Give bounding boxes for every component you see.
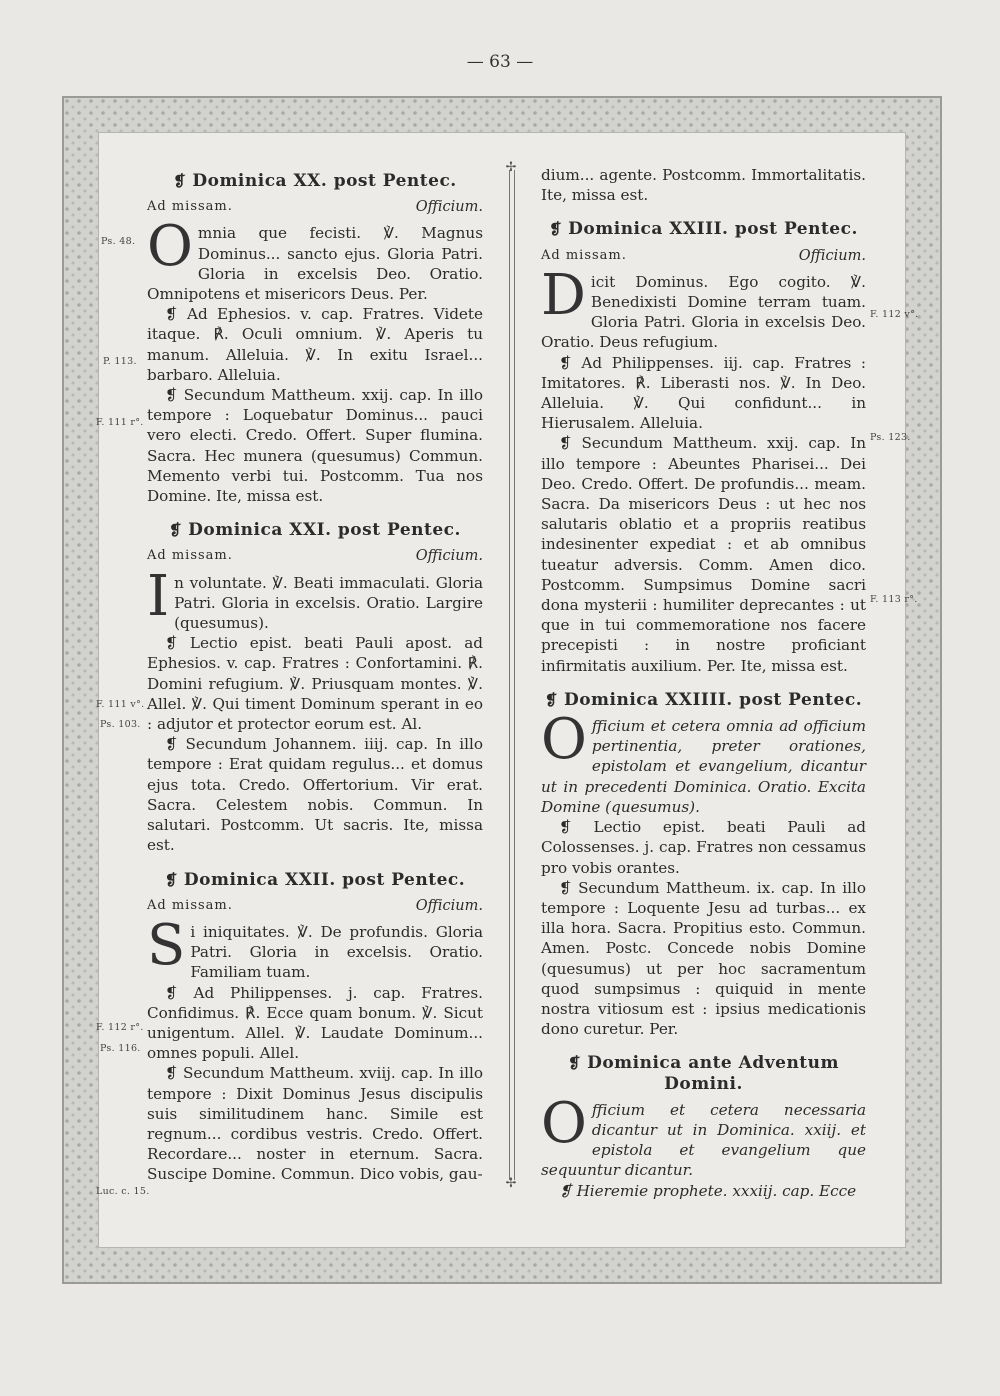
margin-note: F. 111 v°.: [96, 699, 145, 710]
paragraph: ❡ Lectio epist. beati Pauli ad Colossenses. j. cap. Fratres non cessamus pro vobis orantes.: [541, 818, 867, 877]
margin-note: Ps. 116.: [100, 1043, 141, 1054]
divider-bottom-ornament: ✢: [505, 1176, 517, 1191]
divider-top-ornament: ✢: [505, 160, 517, 175]
pilcrow-icon: ❡: [169, 521, 183, 540]
paragraph: Omnia que fecisti. ℣. Magnus Dominus... sancto ejus. Gloria Patri. Gloria in excelsis Deo. Oratio. Omnipotens et misericors Deus. Per.: [147, 214, 483, 304]
drop-cap: O: [147, 214, 193, 280]
mass-subheading: Ad missam. Officium.: [147, 897, 483, 914]
mass-subheading: Ad missam. Officium.: [147, 548, 483, 565]
section-heading: ❡ Dominica XXIII. post Pentec.: [549, 219, 858, 240]
pilcrow-icon: ❡: [559, 1181, 572, 1200]
pilcrow-icon: ❡: [165, 386, 178, 405]
mass-subheading: Ad missam. Officium.: [541, 247, 866, 264]
paragraph: Dicit Dominus. Ego cogito. ℣. Benedixisti Domine terram tuam. Gloria Patri. Gloria in excelsis Deo. Oratio. Deus refugium.: [541, 262, 866, 352]
pilcrow-icon: ❡: [568, 1054, 582, 1073]
paragraph: ❡ Secundum Mattheum. xxij. cap. In illo tempore : Abeuntes Pharisei... Dei Deo. Credo. Offert. De profundis... meam. Sacra. Da misericors Deus : ut hec nos salutaris oblatio et a propriis reatibus indesinenter expediat : et ab omnibus tueatur adversis. Comm. Amen dico. Postcomm. Sumpsimus Domine sacri dona mysterii : humiliter deprecantes : ut que in tui commemoratione nos facere precepisti : in nostre proficiant infirmitatis auxilium. Per. Ite, missa est.: [541, 434, 866, 675]
paragraph: In voluntate. ℣. Beati immaculati. Gloria Patri. Gloria in excelsis. Oratio. Largire (quesumus).: [147, 563, 483, 633]
paragraph: Si iniquitates. ℣. De profundis. Gloria Patri. Gloria in excelsis. Oratio. Familiam tuam.: [147, 912, 483, 982]
pilcrow-icon: ❡: [559, 818, 572, 837]
paragraph: ❡ Ad Philippenses. j. cap. Fratres. Confidimus. ℟. Ecce quam bonum. ℣. Sicut unigentum. Allel. ℣. Laudate Dominum... omnes populi. Allel.: [147, 983, 483, 1063]
mass-subheading: Ad missam. Officium.: [147, 199, 483, 216]
section-heading: ❡ Dominica XXI. post Pentec.: [169, 520, 461, 541]
section-heading: ❡ Dominica XXIIII. post Pentec.: [544, 689, 863, 710]
right-column: [541, 165, 866, 1201]
pilcrow-icon: ❡: [559, 878, 572, 897]
paragraph: Officium et cetera omnia ad officium pertinentia, preter orationes, epistolam et evangelium, dicantur ut in precedenti Dominica. Oratio. Excita Domine (quesumus).: [541, 707, 866, 816]
margin-note: F. 112 v°.: [870, 309, 919, 320]
pilcrow-icon: ❡: [165, 634, 178, 653]
pilcrow-icon: ❡: [165, 1064, 178, 1083]
left-column: [147, 165, 483, 1185]
margin-note: F. 112 r°.: [96, 1022, 144, 1033]
margin-note: Ps. 48.: [101, 236, 136, 247]
pilcrow-icon: ❡: [559, 353, 572, 372]
section-heading: ❡ Dominica ante Adventum Domini.: [568, 1053, 839, 1094]
pilcrow-icon: ❡: [173, 172, 187, 190]
drop-cap: S: [147, 912, 186, 978]
paragraph: ❡ Secundum Mattheum. ix. cap. In illo tempore : Loquente Jesu ad turbas... ex illa hora. Sacra. Propitius esto. Commun. Amen. Postc. Concede nobis Domine (quesumus) ut per hoc sacramentum quod sumpsimus : quiquid in mente nostra vitiosum est : ipsius medicationis dono curetur. Per.: [541, 878, 867, 1039]
pilcrow-icon: ❡: [549, 220, 563, 239]
paragraph: ❡ Ad Philippenses. iij. cap. Fratres : Imitatores. ℟. Liberasti nos. ℣. In Deo. Alleluia. ℣. Qui confidunt... in Hierusalem. Alleluia.: [541, 353, 866, 433]
pilcrow-icon: ❡: [165, 305, 178, 324]
margin-note: Ps. 103.: [100, 719, 141, 730]
drop-cap: O: [541, 707, 587, 773]
column-divider: [509, 170, 515, 1180]
margin-note: P. 113.: [103, 356, 137, 367]
paragraph: ❡ Hieremie prophete. xxxiij. cap. Ecce: [559, 1181, 857, 1200]
section-heading: ❡ Dominica XX. post Pentec.: [173, 171, 457, 191]
margin-note: F. 113 r°.: [870, 594, 918, 605]
pilcrow-icon: ❡: [544, 690, 558, 709]
pilcrow-icon: ❡: [164, 870, 178, 889]
paragraph: ❡ Lectio epist. beati Pauli apost. ad Ephesios. v. cap. Fratres : Confortamini. ℟. Domini refugium. ℣. Priusquam montes. ℣. Allel. ℣. Qui timent Dominum sperant in eo : adjutor et protector eorum est. Al.: [147, 634, 484, 734]
margin-note: Luc. c. 15.: [96, 1186, 150, 1197]
paragraph: ❡ Secundum Johannem. iiij. cap. In illo tempore : Erat quidam regulus... et domus ejus tota. Credo. Offertorium. Vir erat. Sacra. Celestem nobis. Commun. In salutari. Postcomm. Ut sacris. Ite, missa est.: [147, 735, 484, 855]
paragraph: Officium et cetera necessaria dicantur ut in Dominica. xxiij. et epistola et evangelium que sequuntur dicantur.: [541, 1090, 866, 1180]
page-number: — 63 —: [466, 52, 534, 72]
paragraph: ❡ Secundum Mattheum. xviij. cap. In illo tempore : Dixit Dominus Jesus discipulis suis similitudinem hanc. Simile est regnum... cordibus vestris. Credo. Offert. Recordare... noster in eternum. Sacra. Suscipe Domine. Commun. Dico vobis, gau-: [147, 1064, 483, 1184]
drop-cap: I: [147, 563, 170, 629]
drop-cap: O: [541, 1090, 587, 1156]
paragraph: dium... agente. Postcomm. Immortalitatis. Ite, missa est.: [541, 166, 866, 205]
pilcrow-icon: ❡: [559, 434, 572, 453]
pilcrow-icon: ❡: [165, 735, 178, 754]
section-heading: ❡ Dominica XXII. post Pentec.: [164, 869, 466, 890]
pilcrow-icon: ❡: [165, 983, 178, 1002]
margin-note: F. 111 r°.: [96, 417, 144, 428]
paragraph: ❡ Secundum Mattheum. xxij. cap. In illo tempore : Loquebatur Dominus... pauci vero electi. Credo. Offert. Super flumina. Sacra. Hec munera (quesumus) Commun. Memento verbi tui. Postcomm. Tua nos Domine. Ite, missa est.: [147, 386, 483, 506]
margin-note: Ps. 123.: [870, 432, 911, 443]
paragraph: ❡ Ad Ephesios. v. cap. Fratres. Videte itaque. ℟. Oculi omnium. ℣. Aperis tu manum. Alleluia. ℣. In exitu Israel... barbaro. Alleluia.: [147, 305, 483, 384]
drop-cap: D: [541, 262, 586, 328]
